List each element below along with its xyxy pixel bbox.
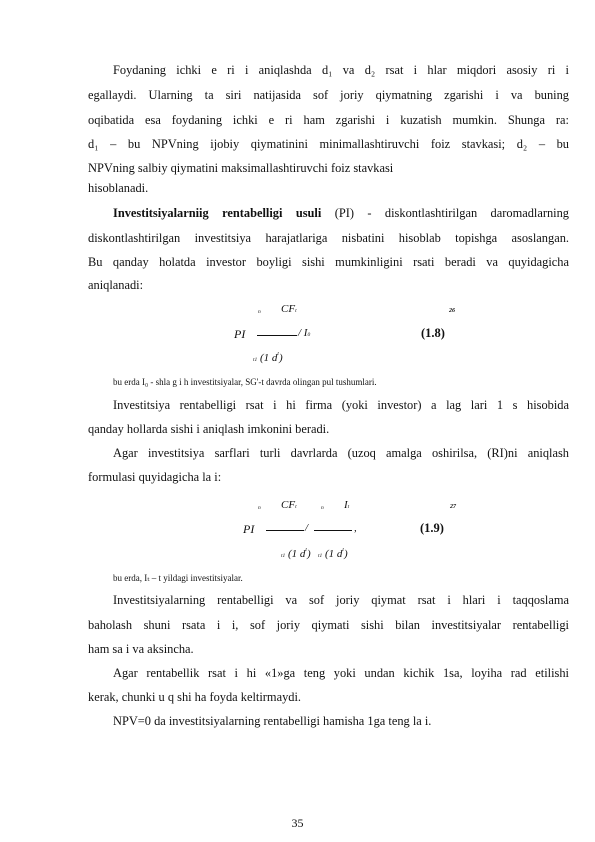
formula1-den-close: ) [278, 352, 283, 364]
formula2-t1a: t1 [281, 553, 286, 559]
formula1-den-exp: t [277, 351, 279, 357]
formula2-den1-exp: t [305, 547, 307, 553]
formula2-cf-sub: t [295, 504, 297, 510]
formula2-denominator-2 [325, 547, 348, 560]
formula2-it-sub: t [347, 504, 350, 510]
paragraph6-line1: Agar rentabellik rsat i hi «1»ga teng yoki undan kichik 1sa, loyiha rad etilishi [113, 666, 569, 680]
paragraph2-line1 [113, 205, 569, 221]
equation-number-1-8: (1.8) [421, 326, 445, 340]
formula2-tag: 27 [450, 504, 456, 510]
formula2-den2-exp: t [342, 547, 344, 553]
formula1-tag: 26 [449, 308, 455, 314]
paragraph5-line2: baholash shuni rsata i i, sof joriy qiymati sishi bilan investitsiyalar rentabelligi [88, 618, 569, 632]
formula1-i0-sub: 0 [307, 332, 311, 338]
formula2-den1-close: ) [306, 548, 311, 560]
formula1-cf [281, 303, 297, 315]
formula2-comma: , [354, 522, 357, 534]
formula2-cf [281, 499, 297, 511]
formula2-den2-text: (1 d [325, 548, 343, 560]
formula2-t1b: t1 [318, 553, 323, 559]
formula2-it-text: I [344, 499, 348, 511]
method-title: Investitsiyalarniig rentabelligi usuli [113, 206, 322, 220]
formula2-den1-text: (1 d [288, 548, 306, 560]
formula1-cf-sub: t [295, 308, 297, 314]
paragraph2-line4: aniqlanadi: [88, 278, 144, 292]
formula2-den2-close: ) [343, 548, 348, 560]
paragraph2-line2: diskontlashtirilgan investitsiya harajatlariga nisbatini hisoblab topishga asoslangan. [88, 231, 569, 245]
paragraph6-line2: kerak, chunki u q shi ha foyda keltirmaydi. [88, 690, 301, 704]
formula2-fraction-bar-2 [314, 530, 352, 531]
formula2-it [344, 499, 349, 511]
formula1-pi: PI [234, 327, 246, 341]
paragraph1-line1: Foydaning ichki e ri i aniqlashda d₁ va d₂ rsat i hlar miqdori asosiy ri i [113, 63, 569, 77]
formula1-t1: t1 [253, 357, 258, 363]
formula2-slash: / [305, 522, 309, 534]
equation-number-1-9: (1.9) [420, 521, 444, 535]
formula2-fraction-bar-1 [266, 530, 304, 531]
paragraph5-line1: Investitsiyalarning rentabelligi va sof joriy qiymat rsat i hlari i taqqoslama [113, 593, 569, 607]
formula2-pi: PI [243, 522, 255, 536]
paragraph4-line2: formulasi quyidagicha la i: [88, 470, 222, 484]
formula1-i0 [298, 327, 310, 339]
note2: bu erda, Iₜ – t yildagi investitsiyalar. [113, 573, 243, 583]
paragraph3-line2: qanday hollarda sishi i aniqlash imkonini beradi. [88, 422, 330, 436]
formula2-denominator-1 [288, 547, 311, 560]
paragraph1-line2: egallaydi. Ularning ta siri natijasida sof joriy qiymatning zgarishi i va buning [88, 88, 569, 102]
formula1-fraction-bar [257, 335, 297, 336]
formula1-cf-text: CF [281, 303, 296, 315]
paragraph1-line3: oqibatida esa foydaning ichki e ri ham zgarishi i kuzatish mumkin. Shunga ra: [88, 113, 569, 127]
formula2-cf-text: CF [281, 499, 296, 511]
paragraph1-line4: d₁ – bu NPVning ijobiy qiymatinini minimallashtiruvchi foiz stavkasi; d₂ – bu [88, 137, 569, 151]
formula1-i0-text: / I [298, 327, 308, 339]
paragraph4-line1: Agar investitsiya sarflari turli davrlarda (uzoq amalga oshirilsa, (RI)ni aniqlash [113, 446, 569, 460]
paragraph2-line1-rest: (PI) - diskontlashtirilgan daromadlarning [321, 206, 570, 220]
paragraph1-line6: hisoblanadi. [88, 181, 149, 195]
note1: bu erda I₀ - shla g i h investitsiyalar, SG'-t davrda olingan pul tushumlari. [113, 377, 377, 387]
paragraph3-line1: Investitsiya rentabelligi rsat i hi firma (yoki investor) a lag lari 1 s hisobida [113, 398, 569, 412]
formula2-n2: n [321, 505, 324, 511]
paragraph5-line3: ham sa i va aksincha. [88, 642, 194, 656]
paragraph2-line3: Bu qanday holatda investor boyligi sishi mumkinligini rsati beradi va quyidagicha [88, 255, 569, 269]
formula1-den-text: (1 d [260, 352, 278, 364]
paragraph7: NPV=0 da investitsiyalarning rentabelligi hamisha 1ga teng la i. [113, 714, 432, 728]
formula1-denominator [260, 351, 283, 364]
formula2-n1: n [258, 505, 261, 511]
page-number: 35 [291, 816, 304, 830]
paragraph1-line5: NPVning salbiy qiymatini maksimallashtiruvchi foiz stavkasi [88, 161, 394, 175]
formula1-n: n [258, 309, 261, 315]
